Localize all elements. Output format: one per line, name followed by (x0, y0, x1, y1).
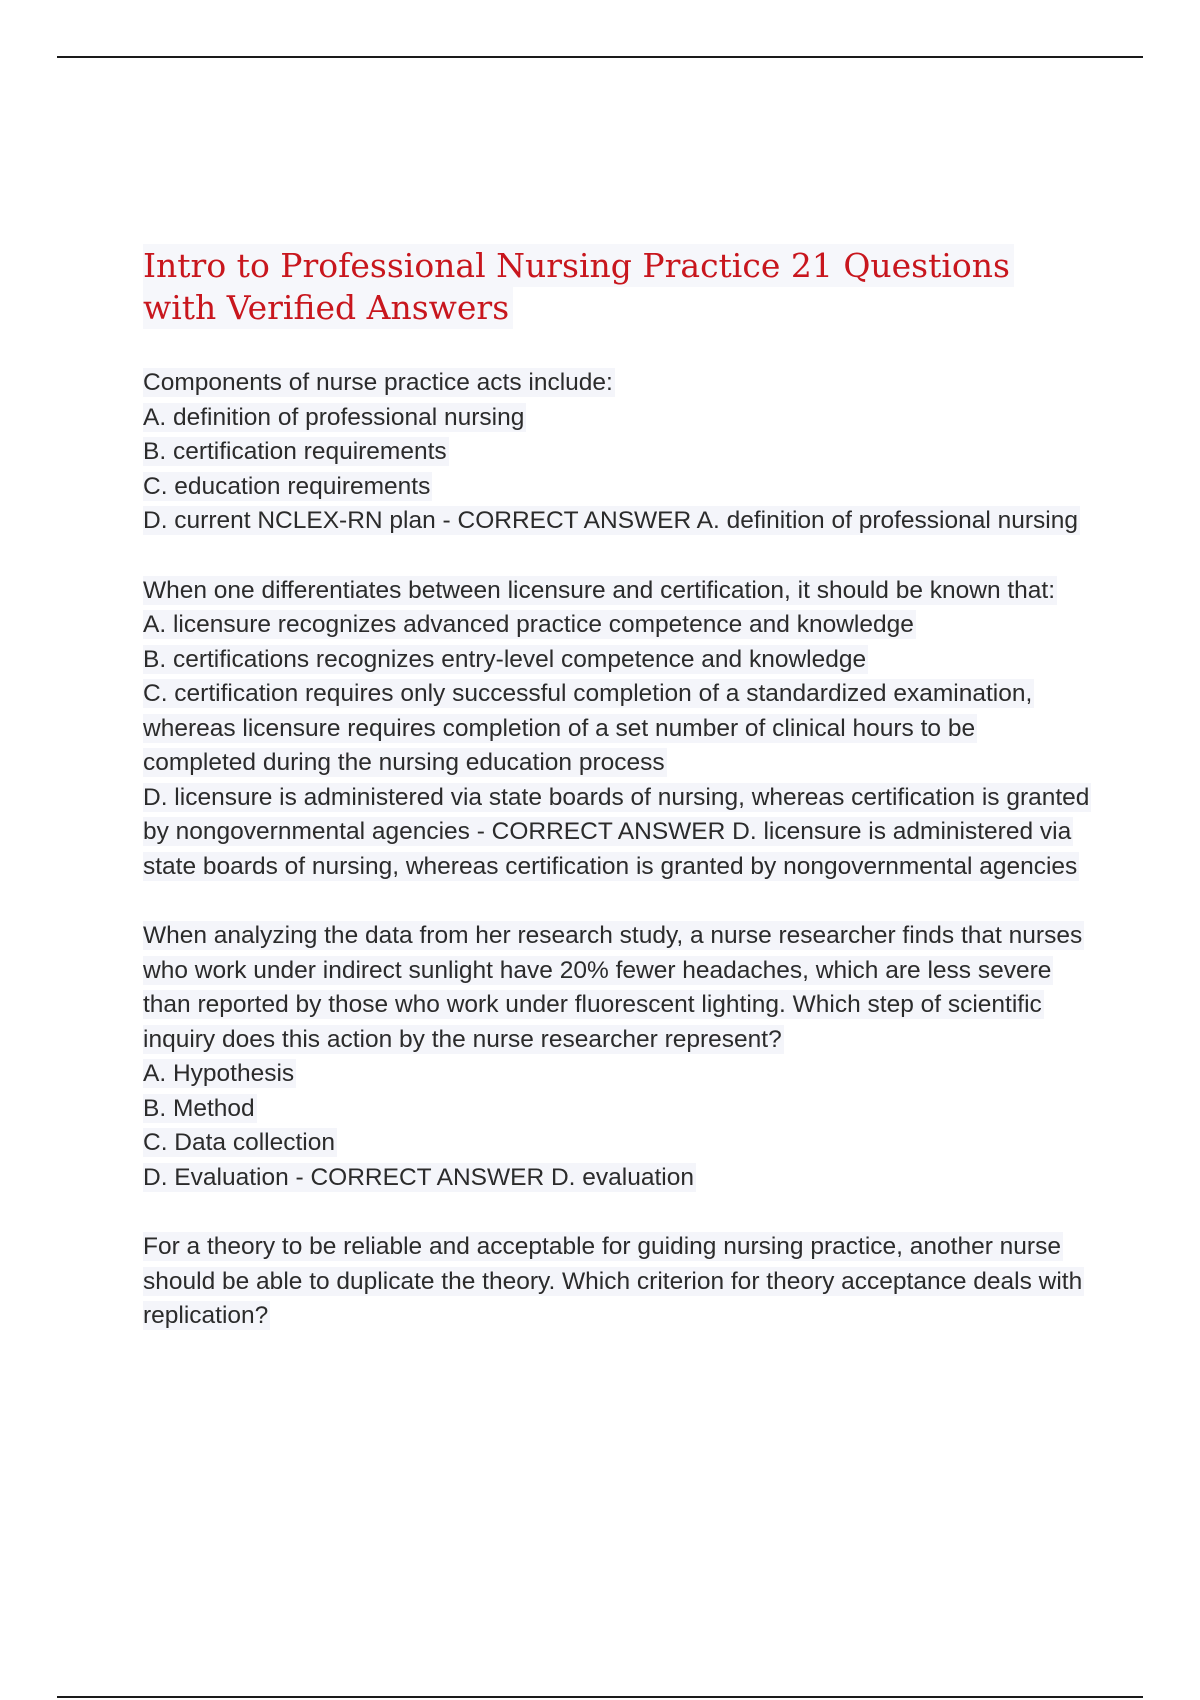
question-line: When analyzing the data from her research study, a nurse researcher finds that nurses who work under indirect sunlight have 20% fewer headaches, which are less severe than reported by those who work under fluorescent lighting. Which step of scientific inquiry does this action by the nurse researcher represent? (143, 922, 1083, 1053)
answer-option: B. certifications recognizes entry-level competence and knowledge (143, 645, 867, 673)
question-line: When one differentiates between licensure and certification, it should be known that: (143, 576, 1056, 604)
answer-option: A. licensure recognizes advanced practice competence and knowledge (143, 611, 914, 638)
answer-option: B. Method (143, 1094, 255, 1122)
answer-option: A. definition of professional nursing (143, 403, 525, 431)
document-title: Intro to Professional Nursing Practice 21 Questions with Verified Answers (143, 244, 1014, 329)
question-3 (143, 919, 1093, 1195)
answer-option: A. Hypothesis (143, 1060, 295, 1087)
header-rule (57, 56, 1143, 58)
footer-rule (57, 1696, 1143, 1698)
document-body (143, 245, 1093, 1369)
answer-option: D. Evaluation - CORRECT ANSWER D. evaluation (143, 1163, 694, 1191)
title-block (143, 245, 1043, 329)
question-1 (143, 366, 1093, 539)
question-line: For a theory to be reliable and acceptable for guiding nursing practice, another nurse should be able to duplicate the theory. Which criterion for theory acceptance deals with replication? (143, 1233, 1083, 1329)
answer-option: C. education requirements (143, 472, 431, 500)
question-line: Components of nurse practice acts include: (143, 369, 613, 396)
answer-option: D. current NCLEX-RN plan - CORRECT ANSWER A. definition of professional nursing (143, 507, 1078, 534)
question-4 (143, 1230, 1093, 1334)
answer-option: D. licensure is administered via state boards of nursing, whereas certification is granted by nongovernmental agencies - CORRECT ANSWER D. licensure is administered via state boards of nursing, whereas certification is granted by nongovernmental agencies (143, 783, 1090, 880)
answer-option: C. certification requires only successful completion of a standardized examination, whereas licensure requires completion of a set number of clinical hours to be completed during the nursing education process (143, 680, 1033, 776)
answer-option: C. Data collection (143, 1129, 336, 1156)
answer-option: B. certification requirements (143, 438, 447, 465)
question-2 (143, 574, 1093, 885)
